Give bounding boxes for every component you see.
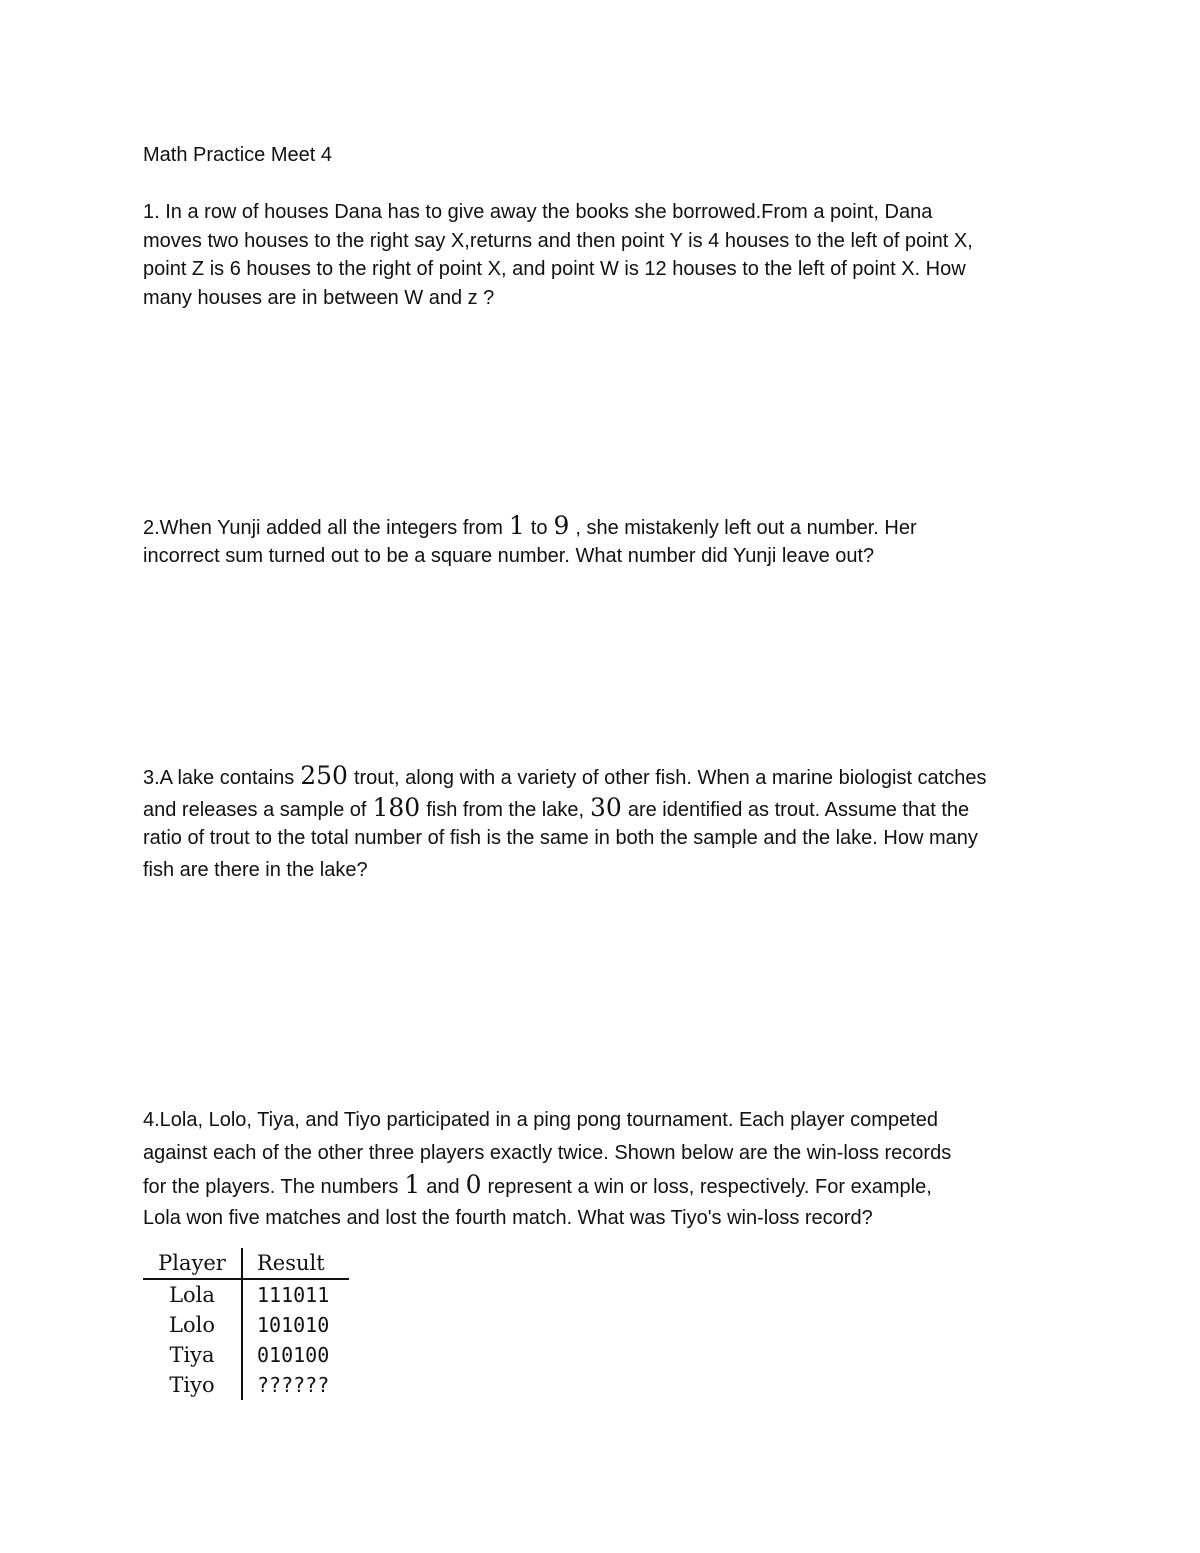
win-loss-table: [143, 1248, 349, 1400]
table-header-row: [143, 1248, 349, 1279]
question-text-line: against each of the other three players exactly twice. Shown below are the win-loss records: [143, 1141, 952, 1164]
math-number: 1: [508, 511, 525, 540]
math-number: 9: [553, 511, 570, 540]
question-text-line: many houses are in between W and z ?: [143, 286, 495, 309]
question-text-line: [143, 510, 1058, 541]
table-row: [143, 1340, 349, 1370]
table-row: [143, 1370, 349, 1400]
question-text-line: moves two houses to the right say X,returns and then point Y is 4 houses to the left of point X,: [143, 229, 973, 252]
question-text: trout, along with a variety of other fish. When a marine biologist catches: [353, 767, 987, 789]
question-1: [143, 198, 1058, 312]
page-title: Math Practice Meet 4: [143, 144, 332, 166]
math-number: 180: [372, 792, 421, 822]
question-text: represent a win or loss, respectively. For example,: [487, 1176, 932, 1198]
question-text-line: 1. In a row of houses Dana has to give away the books she borrowed.From a point, Dana: [143, 201, 933, 223]
result-cell: ??????: [257, 1373, 330, 1397]
math-number: 30: [590, 792, 622, 822]
table-row: [143, 1310, 349, 1340]
result-cell: 010100: [257, 1343, 330, 1367]
question-text-line: Lola won five matches and lost the fourth match. What was Tiyo's win-loss record?: [143, 1206, 873, 1229]
question-text: and: [426, 1176, 460, 1198]
question-text: and releases a sample of: [143, 798, 367, 821]
player-cell: Tiyo: [143, 1370, 242, 1400]
question-text: 2.When Yunji added all the integers from: [143, 517, 503, 539]
question-text: , she mistakenly left out a number. Her: [575, 517, 917, 539]
math-number: 0: [465, 1170, 482, 1199]
table-row: [143, 1279, 349, 1310]
question-text-line: [143, 760, 1058, 792]
math-number: 250: [300, 761, 348, 790]
question-text-line: incorrect sum turned out to be a square number. What number did Yunji leave out?: [143, 545, 875, 567]
question-text: 3.A lake contains: [143, 767, 295, 789]
column-header-result: Result: [242, 1248, 349, 1279]
question-text: for the players. The numbers: [143, 1176, 399, 1198]
result-cell: 101010: [257, 1313, 330, 1337]
question-3: [143, 760, 1058, 886]
question-text: are identified as trout. Assume that the: [627, 798, 970, 821]
question-text: fish from the lake,: [426, 798, 585, 821]
question-text-line: ratio of trout to the total number of fish is the same in both the sample and the lake. How many: [143, 827, 978, 849]
question-4: [143, 1104, 1058, 1234]
question-text: to: [530, 517, 548, 539]
math-number: 1: [404, 1170, 421, 1199]
question-text-line: fish are there in the lake?: [143, 858, 368, 881]
player-cell: Lolo: [143, 1310, 242, 1340]
player-cell: Tiya: [143, 1340, 242, 1370]
result-cell: 111011: [257, 1283, 330, 1307]
question-text-line: point Z is 6 houses to the right of point X, and point W is 12 houses to the left of point X. How: [143, 258, 966, 280]
question-text-line: [143, 1169, 1058, 1202]
question-2: [143, 510, 1058, 572]
column-header-player: Player: [143, 1248, 242, 1279]
question-text-line: 4.Lola, Lolo, Tiya, and Tiyo participated in a ping pong tournament. Each player competed: [143, 1109, 938, 1131]
question-text-line: [143, 792, 1058, 824]
player-cell: Lola: [143, 1279, 242, 1310]
